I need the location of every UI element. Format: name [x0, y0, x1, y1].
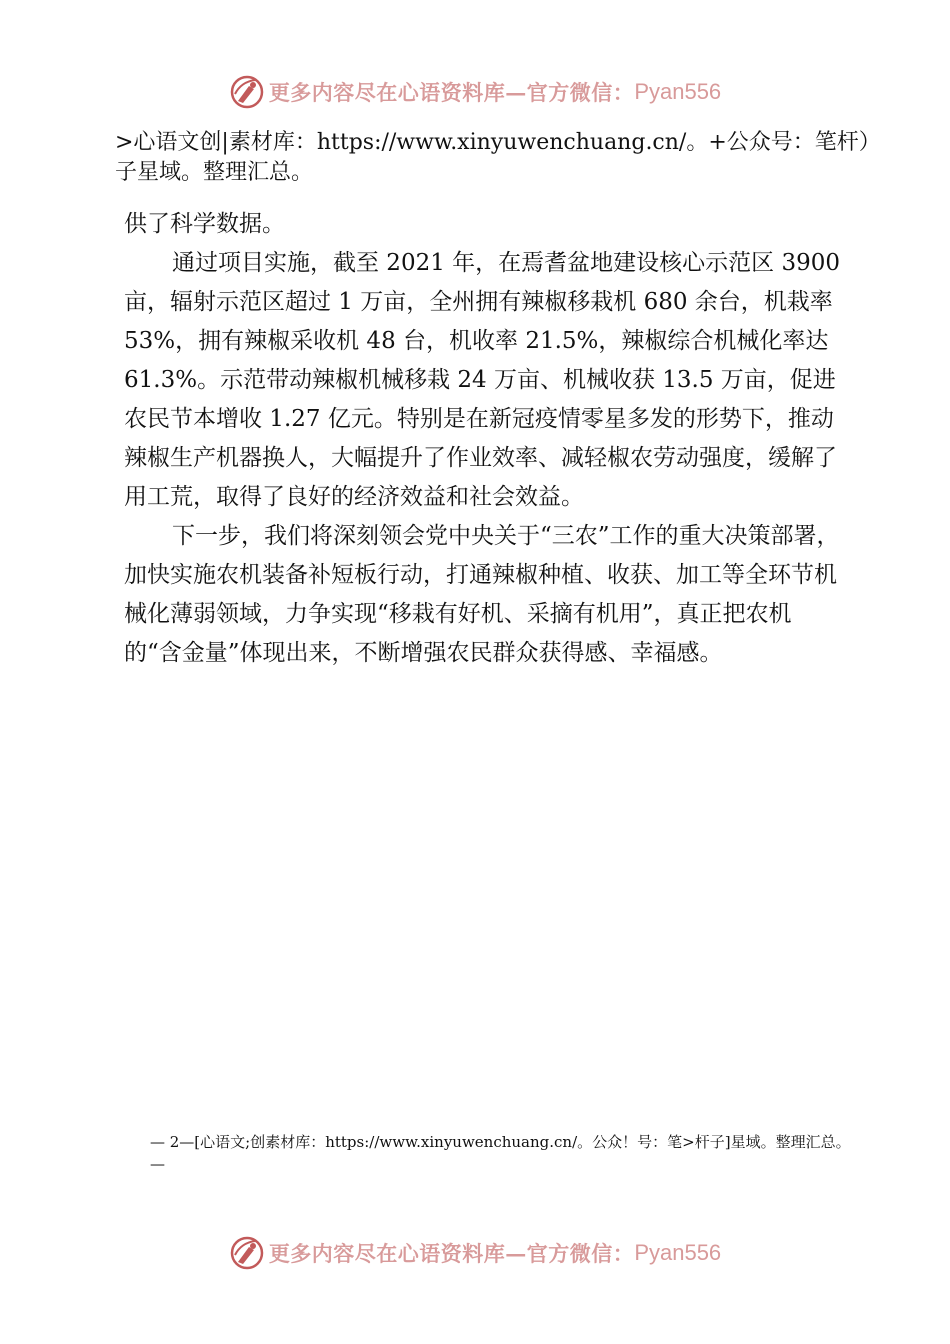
- banner-text: 更多内容尽在心语资料库—官方微信：: [268, 80, 635, 105]
- pen-nib-logo-icon: [229, 1235, 265, 1271]
- paragraph-next-steps: 下一步，我们将深刻领会党中央关于“三农”工作的重大决策部署，加快实施农机装备补短板行动，打通辣椒种植、收获、加工等全环节机械化薄弱领域，力争实现“移栽有好机、采摘有机用”，真正把农机的“含金量”体现出来，不断增强农民群众获得感、幸福感。: [124, 523, 840, 666]
- top-banner: [0, 70, 950, 114]
- paragraph-continuation: 供了科学数据。: [124, 211, 285, 237]
- pen-nib-logo-icon: [229, 74, 265, 110]
- page-footer-note: — 2—[心语文;创素材库：https://www.xinyuwenchuang.cn/。公众！号：笔>杆子]星域。整理汇总。 —: [150, 1133, 851, 1173]
- banner-wechat-handle: Pyan556: [634, 1240, 722, 1265]
- banner-text: 更多内容尽在心语资料库—官方微信：: [268, 1241, 635, 1266]
- banner-wechat-handle: Pyan556: [634, 79, 722, 104]
- document-body: [124, 205, 844, 673]
- paragraph-results: 通过项目实施，截至 2021 年，在焉耆盆地建设核心示范区 3900 亩，辐射示范区超过 1 万亩，全州拥有辣椒移栽机 680 余台，机栽率 53%，拥有辣椒采收机 48 台，机收率 21.5%，辣椒综合机械化率达 61.3%。示范带动辣椒机械移栽 24 万亩、机械收获 13.5 万亩，促进农民节本增收 1.27 亿元。特别是在新冠疫情零星多发的形势下，推动辣椒生产机器换人，大幅提升了作业效率、减轻椒农劳动强度，缓解了用工荒，取得了良好的经济效益和社会效益。: [124, 250, 840, 510]
- source-watermark-line: >心语文创|素材库：https://www.xinyuwenchuang.cn/。+公众号：笔杆）子星域。整理汇总。: [115, 130, 870, 185]
- bottom-banner: [0, 1231, 950, 1275]
